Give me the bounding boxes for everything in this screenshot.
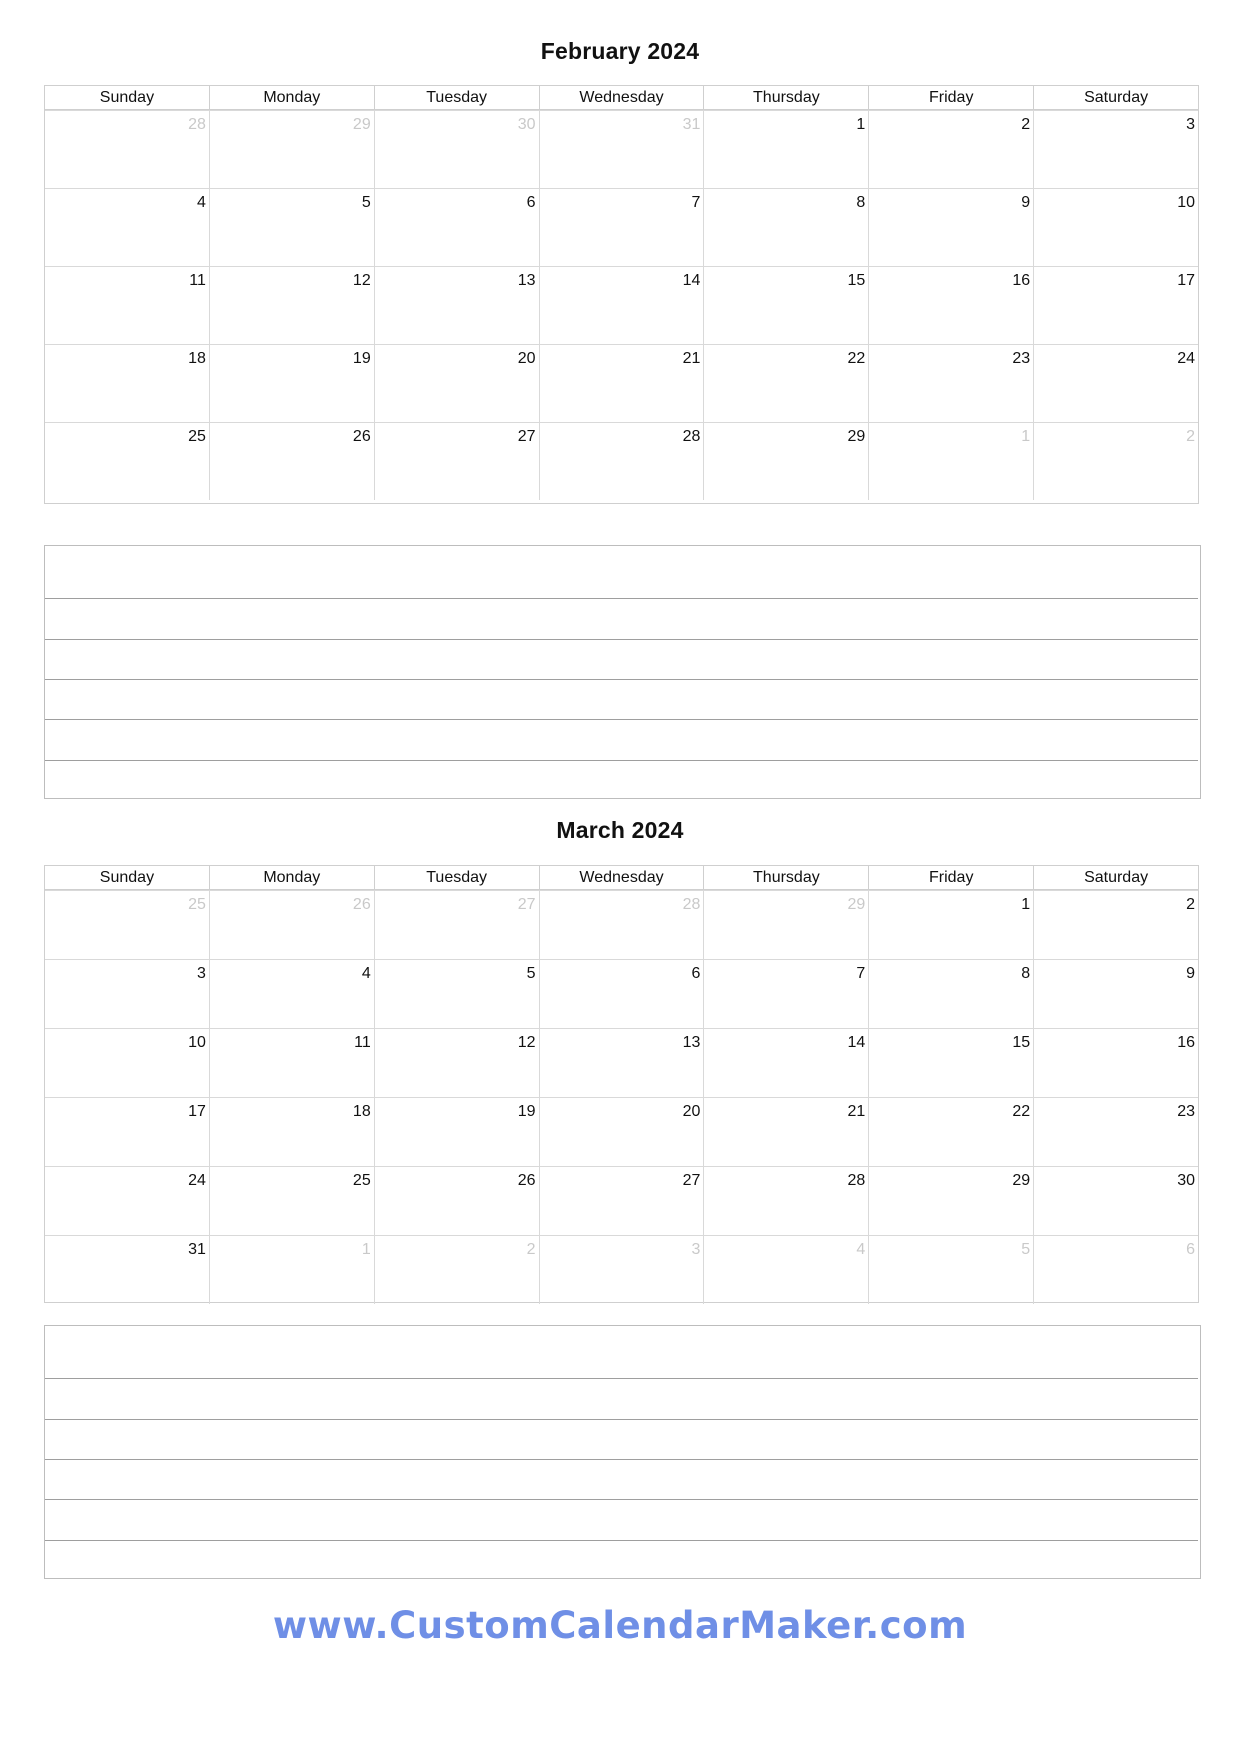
day-number: 19 xyxy=(352,350,371,367)
day-cell xyxy=(1033,267,1198,344)
weekday-header-row xyxy=(45,866,1198,890)
day-cell xyxy=(45,345,209,422)
day-number: 28 xyxy=(682,428,701,445)
day-cell xyxy=(703,189,868,266)
day-number: 11 xyxy=(354,1034,371,1051)
day-cell xyxy=(45,1029,209,1097)
day-number: 6 xyxy=(526,194,536,211)
day-number: 23 xyxy=(1012,350,1031,367)
day-cell xyxy=(374,1098,539,1166)
week-row xyxy=(45,959,1198,1028)
day-cell xyxy=(868,267,1033,344)
weekday-label: Wednesday xyxy=(539,866,704,889)
day-cell xyxy=(868,1098,1033,1166)
day-cell xyxy=(703,345,868,422)
day-cell xyxy=(1033,960,1198,1028)
day-number: 25 xyxy=(188,428,206,445)
day-cell xyxy=(868,1167,1033,1235)
day-number: 21 xyxy=(847,1103,866,1120)
day-cell xyxy=(539,1167,704,1235)
day-cell xyxy=(868,1029,1033,1097)
day-cell xyxy=(1033,891,1198,959)
day-cell xyxy=(1033,345,1198,422)
day-number: 26 xyxy=(517,1172,536,1189)
day-number: 7 xyxy=(691,194,701,211)
day-cell xyxy=(374,1029,539,1097)
note-line xyxy=(45,1499,1198,1500)
day-cell xyxy=(703,267,868,344)
day-cell xyxy=(539,1029,704,1097)
note-line xyxy=(45,1419,1198,1420)
day-cell-other-month xyxy=(539,111,704,188)
note-line xyxy=(45,1459,1198,1460)
day-cell xyxy=(703,1098,868,1166)
day-cell-other-month xyxy=(45,891,209,959)
day-cell xyxy=(45,423,209,500)
day-cell xyxy=(1033,1167,1198,1235)
day-cell xyxy=(539,267,704,344)
day-cell-other-month xyxy=(1033,1236,1198,1304)
day-cell xyxy=(374,423,539,500)
weekday-label: Saturday xyxy=(1033,86,1198,109)
day-cell-other-month xyxy=(374,1236,539,1304)
day-cell xyxy=(539,345,704,422)
weekday-label: Thursday xyxy=(703,86,868,109)
week-row xyxy=(45,188,1198,266)
day-number: 4 xyxy=(361,965,371,982)
day-cell xyxy=(209,345,374,422)
day-number: 6 xyxy=(1186,1241,1196,1258)
day-number: 17 xyxy=(188,1103,206,1120)
day-number: 30 xyxy=(1177,1172,1196,1189)
week-row xyxy=(45,1235,1198,1304)
day-number: 20 xyxy=(517,350,536,367)
day-cell xyxy=(45,960,209,1028)
day-cell xyxy=(539,423,704,500)
day-cell xyxy=(703,1167,868,1235)
day-cell xyxy=(703,423,868,500)
day-number: 31 xyxy=(682,116,701,133)
day-cell xyxy=(539,1098,704,1166)
day-cell xyxy=(374,1167,539,1235)
day-cell xyxy=(868,345,1033,422)
calendar-grid-february xyxy=(44,85,1199,504)
day-number: 10 xyxy=(1177,194,1196,211)
weekday-label: Friday xyxy=(868,866,1033,889)
day-number: 26 xyxy=(352,428,371,445)
day-number: 29 xyxy=(1012,1172,1031,1189)
week-row xyxy=(45,266,1198,344)
day-cell xyxy=(539,189,704,266)
day-number: 17 xyxy=(1177,272,1196,289)
day-number: 26 xyxy=(352,896,371,913)
day-cell xyxy=(868,960,1033,1028)
day-number: 1 xyxy=(1021,896,1031,913)
day-number: 28 xyxy=(188,116,206,133)
weekday-label: Tuesday xyxy=(374,866,539,889)
day-cell xyxy=(1033,1098,1198,1166)
day-number: 7 xyxy=(856,965,866,982)
day-number: 29 xyxy=(847,428,866,445)
weekday-label: Sunday xyxy=(99,89,155,106)
day-number: 9 xyxy=(1186,965,1196,982)
day-cell xyxy=(374,345,539,422)
day-cell xyxy=(868,891,1033,959)
day-number: 22 xyxy=(847,350,866,367)
day-number: 12 xyxy=(352,272,371,289)
day-number: 4 xyxy=(856,1241,866,1258)
day-cell-other-month xyxy=(539,891,704,959)
day-number: 27 xyxy=(682,1172,701,1189)
day-cell-other-month xyxy=(374,891,539,959)
week-row xyxy=(45,1028,1198,1097)
weekday-label: Thursday xyxy=(703,866,868,889)
day-cell xyxy=(703,1029,868,1097)
day-cell xyxy=(374,189,539,266)
weekday-label: Monday xyxy=(209,86,374,109)
day-number: 6 xyxy=(691,965,701,982)
day-cell xyxy=(209,1098,374,1166)
day-number: 23 xyxy=(1177,1103,1196,1120)
weekday-label: Friday xyxy=(868,86,1033,109)
day-number: 14 xyxy=(682,272,701,289)
day-number: 1 xyxy=(856,116,866,133)
week-row xyxy=(45,110,1198,188)
day-cell xyxy=(1033,111,1198,188)
day-cell-other-month xyxy=(209,111,374,188)
day-number: 24 xyxy=(188,1172,206,1189)
month-title-february: February 2024 xyxy=(540,38,700,64)
day-cell xyxy=(209,1167,374,1235)
day-number: 4 xyxy=(196,194,206,211)
day-cell xyxy=(45,1236,209,1304)
day-number: 2 xyxy=(526,1241,536,1258)
day-cell xyxy=(1033,189,1198,266)
day-number: 11 xyxy=(189,272,206,289)
day-number: 28 xyxy=(682,896,701,913)
day-cell xyxy=(374,267,539,344)
day-cell xyxy=(539,960,704,1028)
day-number: 24 xyxy=(1177,350,1196,367)
day-number: 1 xyxy=(361,1241,371,1258)
day-number: 20 xyxy=(682,1103,701,1120)
day-number: 27 xyxy=(517,428,536,445)
day-number: 14 xyxy=(847,1034,866,1051)
day-number: 1 xyxy=(1021,428,1031,445)
notes-box-march xyxy=(44,1325,1201,1579)
note-line xyxy=(45,760,1198,761)
day-number: 5 xyxy=(1021,1241,1031,1258)
day-number: 25 xyxy=(188,896,206,913)
weekday-label: Sunday xyxy=(99,869,155,886)
day-number: 10 xyxy=(188,1034,206,1051)
day-cell-other-month xyxy=(1033,423,1198,500)
day-number: 13 xyxy=(517,272,536,289)
weekday-label: Tuesday xyxy=(374,86,539,109)
day-number: 8 xyxy=(1021,965,1031,982)
day-cell-other-month xyxy=(539,1236,704,1304)
day-number: 19 xyxy=(517,1103,536,1120)
day-number: 28 xyxy=(847,1172,866,1189)
day-number: 22 xyxy=(1012,1103,1031,1120)
weekday-header-row xyxy=(45,86,1198,110)
day-cell-other-month xyxy=(703,891,868,959)
note-line xyxy=(45,1378,1198,1379)
week-row xyxy=(45,890,1198,959)
website-watermark: www.CustomCalendarMaker.com xyxy=(272,1604,968,1647)
day-number: 3 xyxy=(196,965,206,982)
day-number: 29 xyxy=(352,116,371,133)
day-cell-other-month xyxy=(868,1236,1033,1304)
day-cell xyxy=(209,189,374,266)
day-cell xyxy=(209,1029,374,1097)
weekday-label: Saturday xyxy=(1033,866,1198,889)
day-number: 15 xyxy=(1012,1034,1031,1051)
day-cell xyxy=(45,1098,209,1166)
day-number: 3 xyxy=(691,1241,701,1258)
day-number: 5 xyxy=(361,194,371,211)
day-cell-other-month xyxy=(703,1236,868,1304)
month-title-march: March 2024 xyxy=(556,817,684,843)
note-line xyxy=(45,719,1198,720)
week-row xyxy=(45,1166,1198,1235)
day-number: 18 xyxy=(188,350,206,367)
note-line xyxy=(45,639,1198,640)
day-cell-other-month xyxy=(868,423,1033,500)
notes-box-february xyxy=(44,545,1201,799)
day-number: 8 xyxy=(856,194,866,211)
day-number: 18 xyxy=(352,1103,371,1120)
day-cell xyxy=(374,960,539,1028)
day-cell xyxy=(1033,1029,1198,1097)
day-cell xyxy=(703,960,868,1028)
day-number: 5 xyxy=(526,965,536,982)
week-row xyxy=(45,1097,1198,1166)
day-cell xyxy=(209,423,374,500)
day-cell xyxy=(45,267,209,344)
day-number: 31 xyxy=(188,1241,206,1258)
day-number: 30 xyxy=(517,116,536,133)
day-cell-other-month xyxy=(374,111,539,188)
day-cell xyxy=(45,1167,209,1235)
week-row xyxy=(45,344,1198,422)
day-number: 2 xyxy=(1186,428,1196,445)
day-number: 13 xyxy=(682,1034,701,1051)
day-number: 16 xyxy=(1012,272,1031,289)
day-cell xyxy=(868,189,1033,266)
day-cell-other-month xyxy=(209,891,374,959)
day-cell xyxy=(703,111,868,188)
calendar-grid-march xyxy=(44,865,1199,1303)
week-row xyxy=(45,422,1198,500)
note-line xyxy=(45,598,1198,599)
day-number: 9 xyxy=(1021,194,1031,211)
note-line xyxy=(45,1540,1198,1541)
day-number: 15 xyxy=(847,272,866,289)
day-number: 21 xyxy=(682,350,701,367)
day-number: 29 xyxy=(847,896,866,913)
day-number: 2 xyxy=(1186,896,1196,913)
day-cell xyxy=(209,960,374,1028)
day-number: 2 xyxy=(1021,116,1031,133)
day-number: 25 xyxy=(352,1172,371,1189)
day-number: 16 xyxy=(1177,1034,1196,1051)
day-cell xyxy=(45,189,209,266)
day-cell xyxy=(868,111,1033,188)
day-cell-other-month xyxy=(209,1236,374,1304)
weekday-label: Monday xyxy=(209,866,374,889)
weekday-label: Wednesday xyxy=(539,86,704,109)
day-number: 27 xyxy=(517,896,536,913)
day-cell xyxy=(209,267,374,344)
day-cell-other-month xyxy=(45,111,209,188)
note-line xyxy=(45,679,1198,680)
day-number: 3 xyxy=(1186,116,1196,133)
day-number: 12 xyxy=(517,1034,536,1051)
